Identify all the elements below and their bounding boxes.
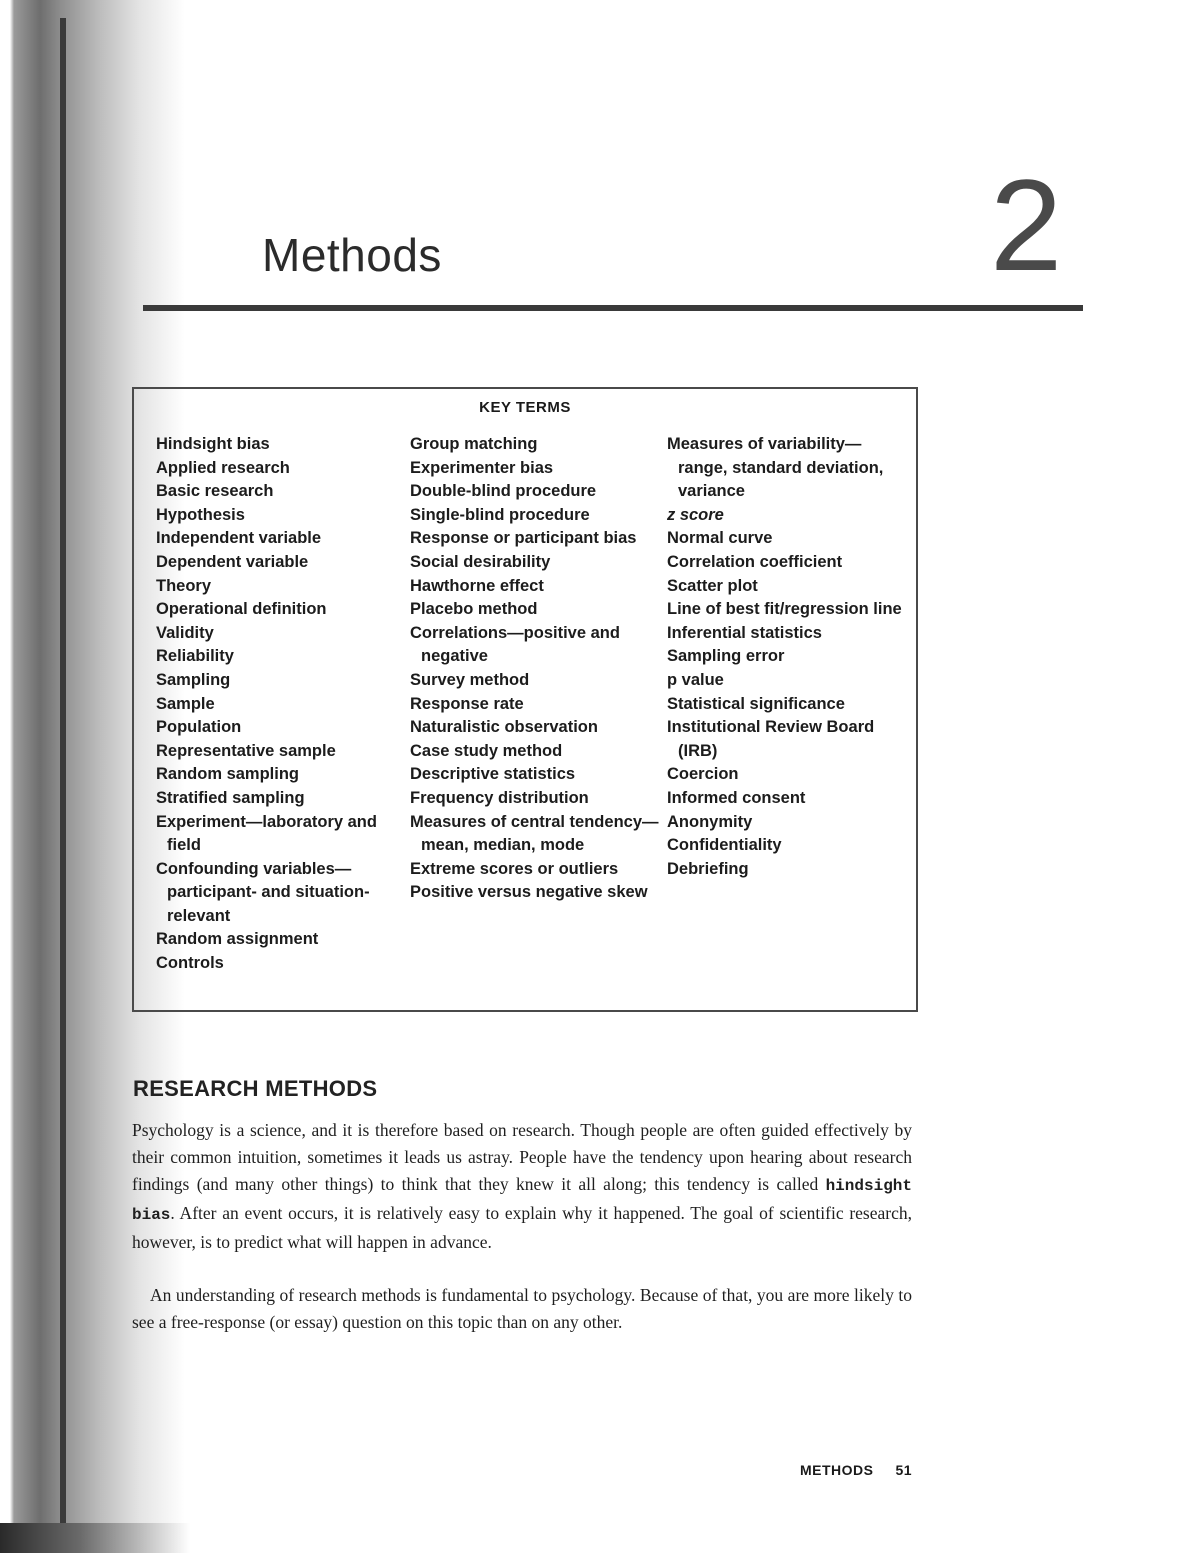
key-term: Normal curve: [667, 529, 773, 548]
key-term: Group matching: [410, 435, 538, 453]
key-term: Single-blind procedure: [410, 505, 590, 524]
key-term: Correlation coefficient: [667, 552, 843, 571]
chapter-title: Methods: [262, 229, 442, 281]
key-term: Debriefing: [667, 859, 749, 878]
key-term: Random assignment: [156, 930, 319, 949]
key-term: p value: [667, 670, 724, 689]
key-term: Sampling error: [667, 647, 785, 666]
key-term: Stratified sampling: [156, 788, 305, 807]
key-term: Confidentiality: [667, 836, 782, 855]
page-number: 51: [895, 1462, 913, 1478]
key-term: Representative sample: [156, 741, 336, 760]
key-term: Random sampling: [156, 765, 300, 784]
key-term: Double-blind procedure: [410, 482, 597, 501]
key-term: Confounding variables—participant- and situation-relevant: [156, 859, 370, 925]
key-term: Hawthorne effect: [410, 576, 544, 595]
key-term: Frequency distribution: [410, 788, 589, 807]
key-term: Basic research: [156, 482, 274, 501]
key-term: Population: [156, 718, 242, 737]
key-term: Case study method: [410, 741, 563, 760]
key-term: Naturalistic observation: [410, 718, 598, 737]
key-terms-column-1: [156, 433, 396, 976]
section-heading: RESEARCH METHODS: [133, 1076, 378, 1101]
body-paragraph-2: An understanding of research methods is fundamental to psychology. Because of that, you are more likely to see a free-response (or essay) question on this topic than on any other.: [132, 1285, 912, 1332]
key-term: Social desirability: [410, 552, 551, 571]
key-term: Survey method: [410, 670, 530, 689]
key-term: Anonymity: [667, 812, 753, 831]
key-terms-column-3: [667, 433, 907, 881]
key-term: Institutional Review Board (IRB): [667, 718, 875, 760]
key-term: Extreme scores or outliers: [410, 859, 619, 878]
key-term: Measures of variability—range, standard deviation, variance: [667, 435, 884, 501]
binding-edge: [60, 18, 66, 1538]
key-term: Response rate: [410, 694, 524, 713]
page-footer: [800, 1462, 912, 1478]
key-term: Inferential statistics: [667, 623, 822, 642]
chapter-rule: [143, 305, 1083, 311]
key-term: Experimenter bias: [410, 458, 554, 477]
key-term: Hindsight bias: [156, 435, 270, 453]
key-term: Dependent variable: [156, 552, 309, 571]
key-term: Informed consent: [667, 788, 806, 807]
key-term: Applied research: [156, 458, 290, 477]
key-term: Descriptive statistics: [410, 765, 576, 784]
key-term: Theory: [156, 576, 212, 595]
key-term: Hypothesis: [156, 505, 245, 524]
paragraph-text: Psychology is a science, and it is therefore based on research. Though people are often guided effectively by their common intuition, sometimes it leads us astray. People have the tendency upon hearing about research findings (and many other things) to think that they knew it all along; this tendency is called: [132, 1120, 912, 1194]
key-term: Coercion: [667, 765, 739, 784]
key-term: Sample: [156, 694, 215, 713]
key-terms-box: [132, 387, 918, 1012]
body-paragraph-1: [132, 1117, 912, 1256]
key-term: Validity: [156, 623, 214, 642]
key-term: Measures of central tendency—mean, median, mode: [410, 812, 659, 855]
key-term: z score: [667, 505, 724, 524]
key-term: Correlations—positive and negative: [410, 623, 620, 666]
key-term: Statistical significance: [667, 694, 845, 713]
key-term: Reliability: [156, 647, 234, 666]
key-term: Scatter plot: [667, 576, 758, 595]
key-term: Placebo method: [410, 600, 538, 619]
scan-corner-shadow: [0, 1523, 200, 1553]
chapter-number: 2: [990, 152, 1063, 298]
key-term: Positive versus negative skew: [410, 883, 648, 902]
key-term: Response or participant bias: [410, 529, 637, 548]
key-term: Operational definition: [156, 600, 327, 619]
key-term: Sampling: [156, 670, 231, 689]
key-term: Experiment—laboratory and field: [156, 812, 377, 855]
key-term: Controls: [156, 954, 224, 973]
key-term: Line of best fit/regression line: [667, 600, 902, 619]
key-terms-column-2: [410, 433, 660, 905]
bold-term: hindsight bias: [132, 1177, 912, 1224]
running-head: METHODS: [800, 1462, 874, 1478]
paragraph-text: . After an event occurs, it is relatively easy to explain why it happened. The goal of scientific research, however, is to predict what will happen in advance.: [132, 1203, 912, 1252]
key-term: Independent variable: [156, 529, 322, 548]
key-terms-heading: KEY TERMS: [479, 399, 571, 416]
